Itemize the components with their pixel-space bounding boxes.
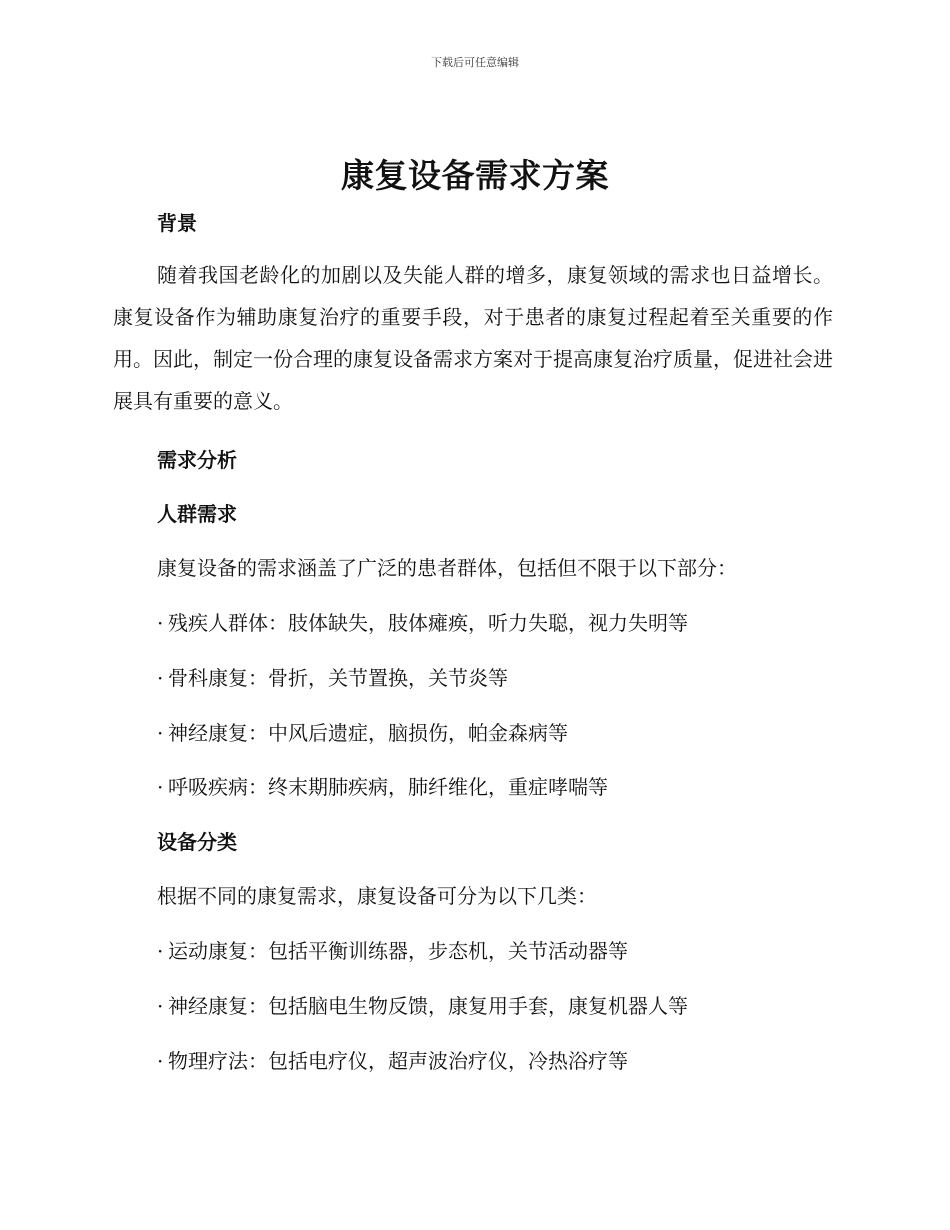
page-header-note: 下载后可任意编辑 [431,56,519,69]
list-item-text: 骨科康复：骨折，关节置换，关节炎等 [168,666,508,690]
bullet-icon: · [157,611,164,635]
bullet-icon: · [157,666,164,690]
list-item [157,1045,628,1074]
bullet-icon: · [157,721,164,745]
population-intro: 康复设备的需求涵盖了广泛的患者群体，包括但不限于以下部分： [157,556,737,580]
heading-device-classification: 设备分类 [157,830,237,854]
list-item [157,607,688,636]
bullet-icon: · [157,775,164,799]
list-item [157,717,568,746]
list-item-text: 物理疗法：包括电疗仪，超声波治疗仪，冷热浴疗等 [168,1049,628,1073]
bullet-icon: · [157,994,164,1018]
list-item [157,990,688,1019]
heading-population-needs: 人群需求 [157,502,237,526]
bullet-icon: · [157,1049,164,1073]
classification-intro: 根据不同的康复需求，康复设备可分为以下几类： [157,884,597,908]
heading-background: 背景 [157,211,197,235]
list-item-text: 残疾人群体：肢体缺失，肢体瘫痪，听力失聪，视力失明等 [168,611,688,635]
heading-needs-analysis: 需求分析 [157,448,237,472]
bullet-icon: · [157,939,164,963]
list-item-text: 神经康复：中风后遗症，脑损伤，帕金森病等 [168,721,568,745]
list-item [157,935,628,964]
list-item-text: 神经康复：包括脑电生物反馈，康复用手套，康复机器人等 [168,994,688,1018]
list-item [157,662,508,691]
document-title: 康复设备需求方案 [341,156,609,195]
background-paragraph: 随着我国老龄化的加剧以及失能人群的增多，康复领域的需求也日益增长。康复设备作为辅助康复治疗的重要手段，对于患者的康复过程起着至关重要的作用。因此，制定一份合理的康复设备需求方案对于提高康复治疗质量，促进社会进展具有重要的意义。 [113,263,833,413]
list-item-text: 运动康复：包括平衡训练器，步态机，关节活动器等 [168,939,628,963]
list-item [157,771,608,800]
list-item-text: 呼吸疾病：终末期肺疾病，肺纤维化，重症哮喘等 [168,775,608,799]
